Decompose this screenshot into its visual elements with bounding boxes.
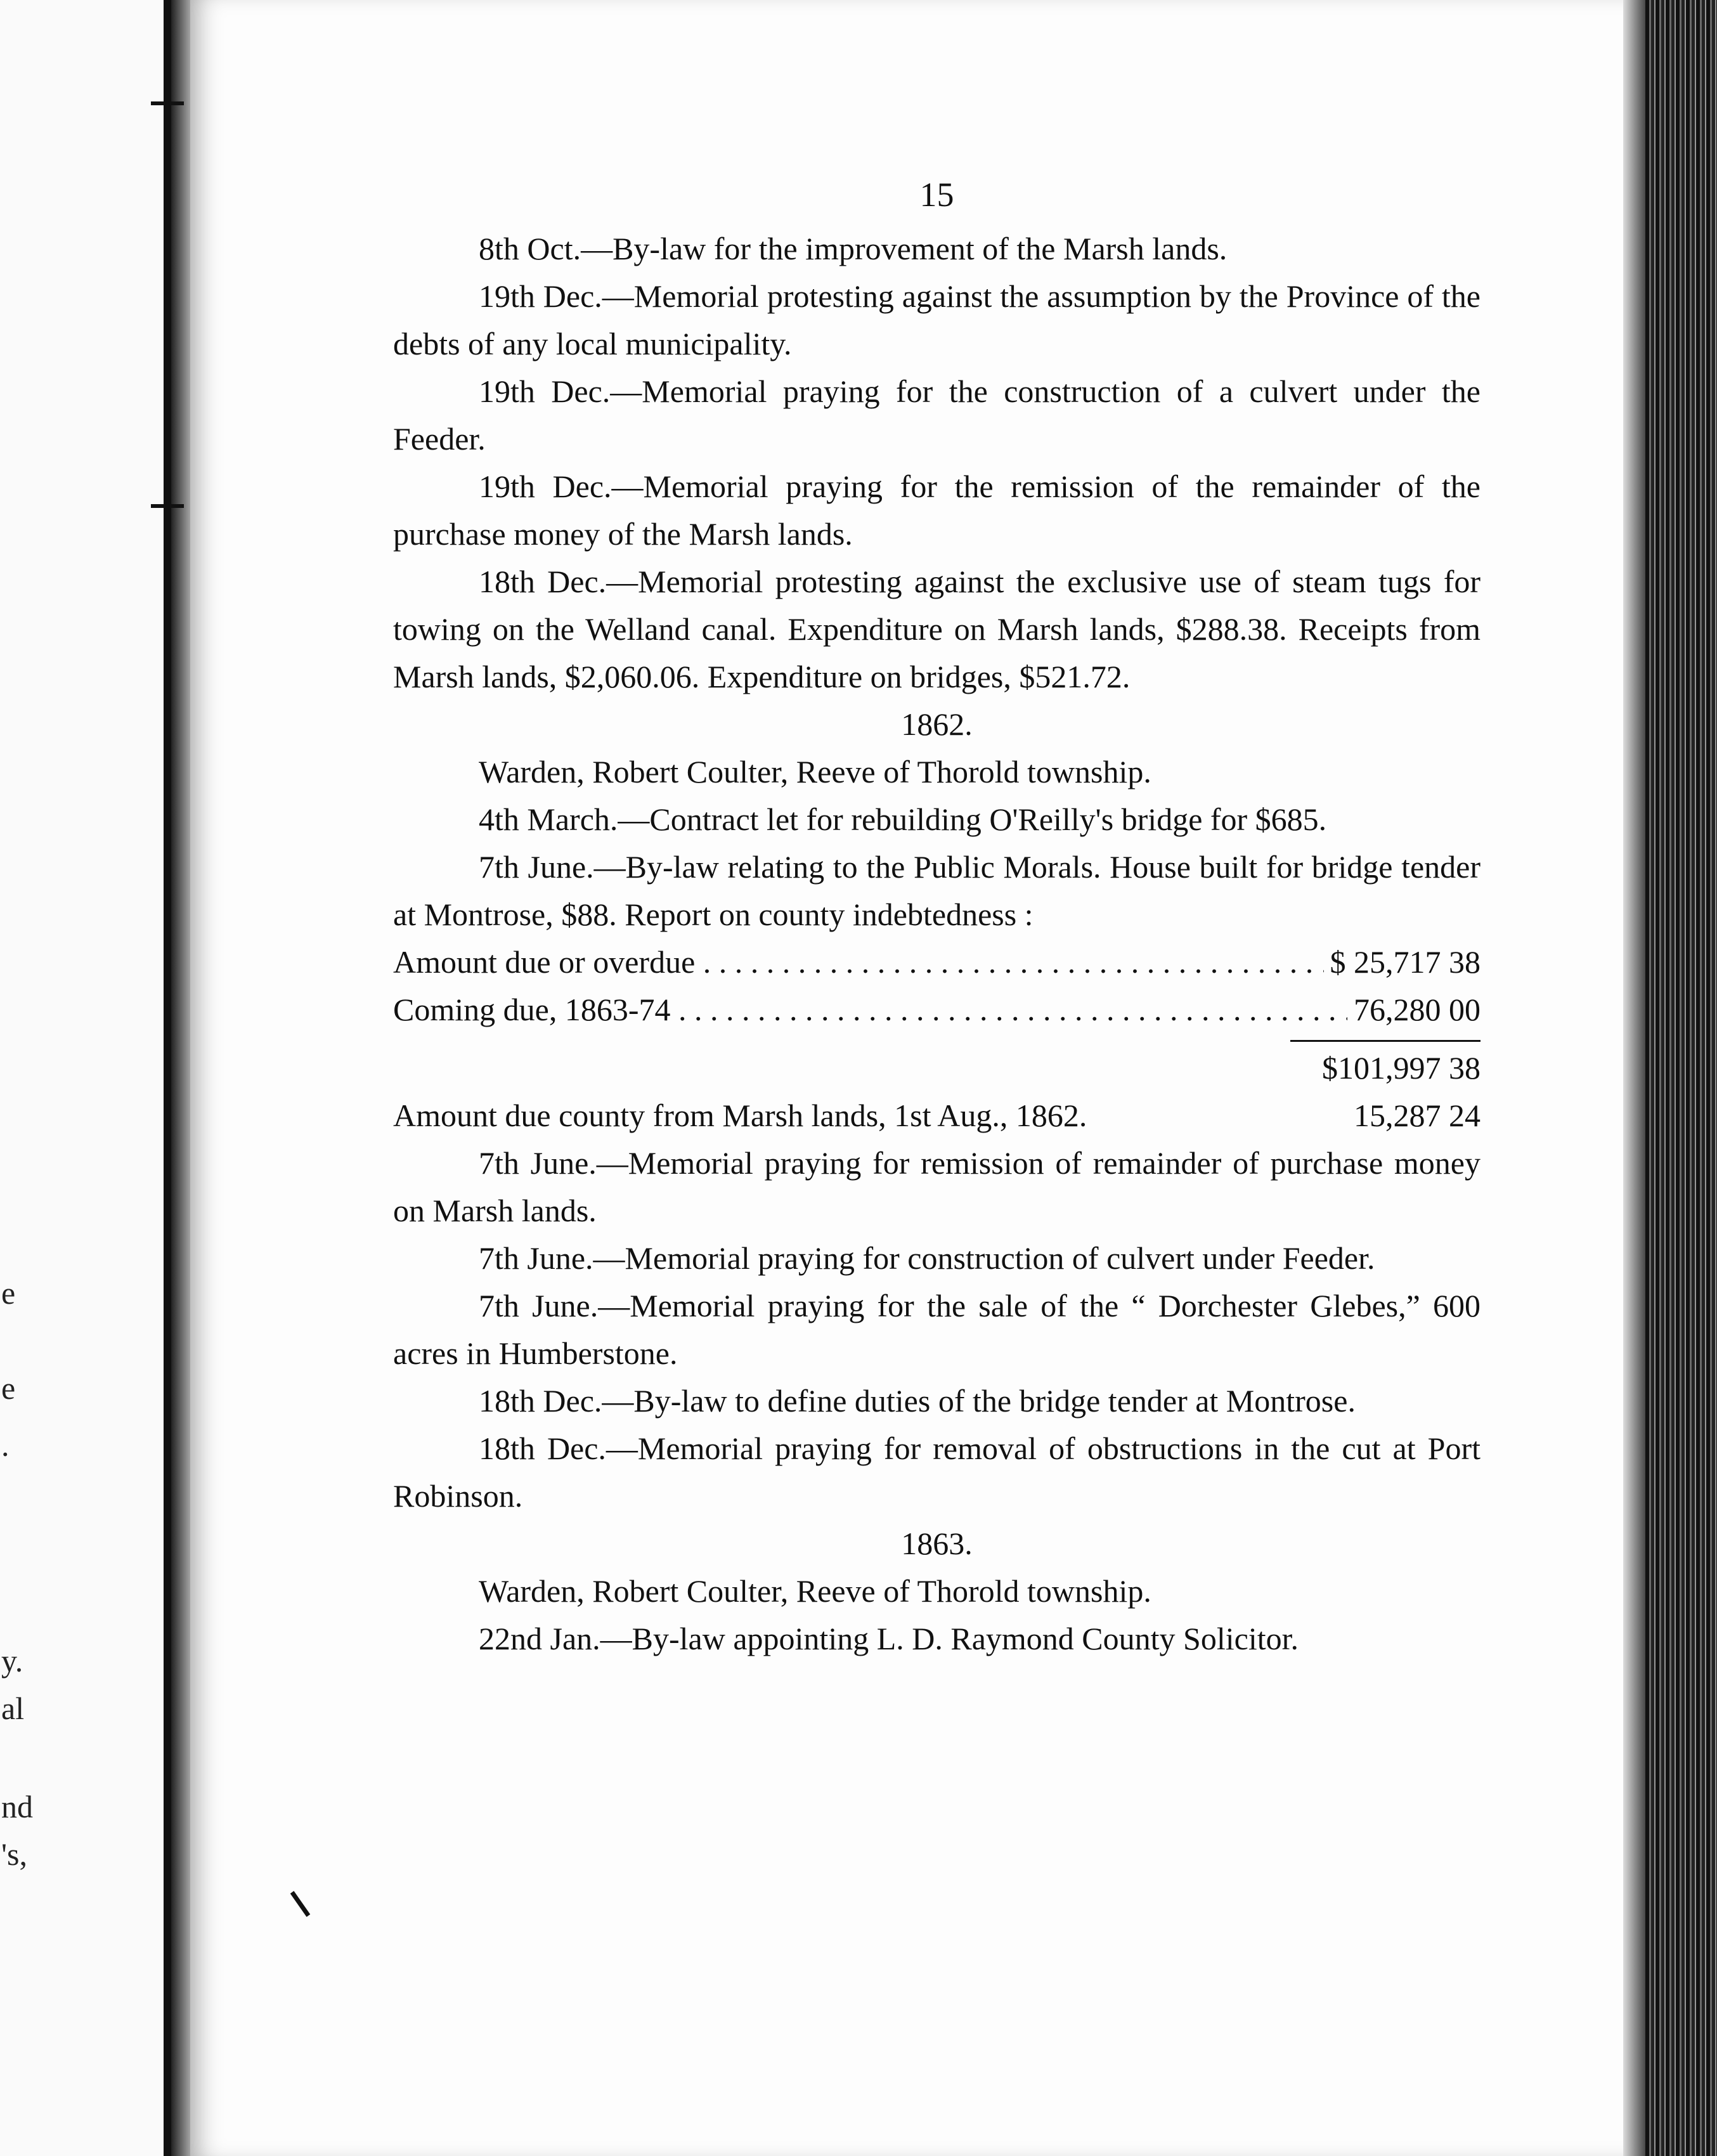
- entry-paragraph: 18th Dec.—Memorial protesting against the exclusive use of steam tugs for towing on the Welland canal. Expenditure on Marsh lands, $288.38. Receipts from Marsh lands, $2,060.06. Expenditure on bridges, $521.72.: [393, 564, 1481, 694]
- ledger-row: [393, 1092, 1481, 1140]
- year-heading-1862: 1862.: [901, 706, 973, 742]
- entry-paragraph: 8th Oct.—By-law for the improvement of the Marsh lands.: [479, 231, 1228, 266]
- entry-paragraph: 22nd Jan.—By-law appointing L. D. Raymond County Solicitor.: [479, 1621, 1299, 1656]
- entry-paragraph: 19th Dec.—Memorial praying for the remission of the remainder of the purchase money of the Marsh lands.: [393, 469, 1481, 552]
- left-page-fragment: al: [1, 1691, 25, 1726]
- left-page-fragment: nd: [1, 1789, 33, 1824]
- ledger-label: Amount due county from Marsh lands, 1st Aug., 1862.: [393, 1098, 1087, 1133]
- entry-paragraph: 4th March.—Contract let for rebuilding O'Reilly's bridge for $685.: [479, 802, 1327, 837]
- gutter-tick: [151, 504, 184, 508]
- stacked-page-edges: [1645, 0, 1717, 2156]
- sum-rule: [1290, 1040, 1481, 1042]
- ledger-amount: 15,287 24: [1354, 1098, 1481, 1133]
- ledger-amount: $ 25,717 38: [1330, 944, 1481, 980]
- warden-line: Warden, Robert Coulter, Reeve of Thorold township.: [479, 1573, 1151, 1609]
- page-text: [393, 171, 1481, 1663]
- gutter-tick: [151, 101, 184, 105]
- year-heading-1863: 1863.: [901, 1526, 973, 1561]
- left-page-edge: [0, 0, 179, 2156]
- entry-paragraph: 7th June.—By-law relating to the Public Morals. House built for bridge tender at Montrose, $88. Report on county indebtedness :: [393, 849, 1481, 932]
- entry-paragraph: 19th Dec.—Memorial protesting against the assumption by the Province of the debts of any local municipality.: [393, 278, 1481, 361]
- ledger-label: Amount due or overdue . . .: [393, 938, 1324, 986]
- left-page-fragment: e: [1, 1275, 16, 1311]
- ledger-amount: 76,280 00: [1354, 992, 1481, 1027]
- ledger-row: [393, 938, 1481, 986]
- ledger-total: $101,997 38: [1322, 1050, 1481, 1086]
- left-page-fragment: 's,: [1, 1836, 27, 1872]
- ledger-label: Coming due, 1863-74 . . .: [393, 986, 1347, 1034]
- entry-paragraph: 18th Dec.—Memorial praying for removal of obstructions in the cut at Port Robinson.: [393, 1431, 1481, 1514]
- binding-gutter: [164, 0, 171, 2156]
- entry-paragraph: 7th June.—Memorial praying for construction of culvert under Feeder.: [479, 1240, 1375, 1276]
- left-page-fragment: .: [1, 1427, 10, 1463]
- entry-paragraph: 19th Dec.—Memorial praying for the construction of a culvert under the Feeder.: [393, 373, 1481, 457]
- ledger-row: [393, 986, 1481, 1034]
- entry-paragraph: 7th June.—Memorial praying for the sale of the “ Dorchester Glebes,” 600 acres in Humberstone.: [393, 1288, 1481, 1371]
- entry-paragraph: 7th June.—Memorial praying for remission of remainder of purchase money on Marsh lands.: [393, 1145, 1481, 1228]
- left-page-fragment: e: [1, 1370, 16, 1406]
- left-page-fragment: y.: [1, 1643, 23, 1679]
- page-number: 15: [919, 176, 954, 214]
- page-edge-shadow: [1623, 0, 1649, 2156]
- indebtedness-ledger: [393, 938, 1481, 1140]
- entry-paragraph: 18th Dec.—By-law to define duties of the bridge tender at Montrose.: [479, 1383, 1356, 1419]
- warden-line: Warden, Robert Coulter, Reeve of Thorold township.: [479, 754, 1151, 789]
